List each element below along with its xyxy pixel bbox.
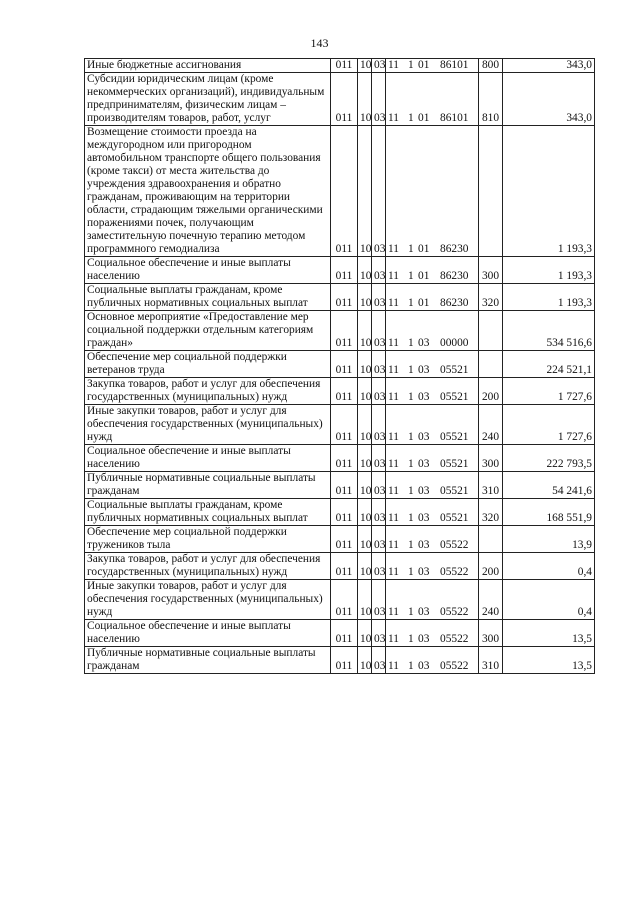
row-section: 10 [358,405,372,445]
row-amount: 13,9 [503,526,595,553]
row-name: Публичные нормативные социальные выплаты гражданам [85,647,331,674]
target-article-part: 1 [408,431,414,443]
row-section: 10 [358,580,372,620]
table-row [85,580,595,620]
table-row [85,526,595,553]
target-article-part: 05521 [440,512,469,524]
row-subsection: 03 [372,73,386,126]
table-row [85,126,595,257]
row-section: 10 [358,472,372,499]
row-section: 10 [358,351,372,378]
target-article-part: 1 [408,485,414,497]
row-expense-type [479,526,503,553]
target-article-part: 03 [418,512,430,524]
row-name: Субсидии юридическим лицам (кроме некоммерческих организаций), индивидуальным предпринимателям, физическим лицам – производителям товаров, работ, услуг [85,73,331,126]
target-article-part: 01 [418,112,430,124]
target-article-part: 05522 [440,633,469,645]
row-subsection: 03 [372,620,386,647]
row-name: Социальное обеспечение и иные выплаты населению [85,257,331,284]
target-article-part: 03 [418,391,430,403]
row-target-article [386,526,479,553]
row-target-article [386,445,479,472]
target-article-part: 86230 [440,243,469,255]
target-article-part: 86230 [440,297,469,309]
row-grbs: 011 [331,311,358,351]
target-article-part: 05522 [440,539,469,551]
row-target-article [386,59,479,73]
target-article-part: 11 [388,458,399,470]
row-target-article [386,351,479,378]
row-target-article [386,499,479,526]
row-target-article [386,553,479,580]
target-article-part: 1 [408,391,414,403]
table-row [85,257,595,284]
row-target-article [386,647,479,674]
row-expense-type: 300 [479,620,503,647]
row-subsection: 03 [372,580,386,620]
row-target-article [386,311,479,351]
row-target-article [386,620,479,647]
row-expense-type: 300 [479,445,503,472]
row-amount: 534 516,6 [503,311,595,351]
target-article-part: 1 [408,539,414,551]
target-article-part: 05521 [440,485,469,497]
table-row [85,553,595,580]
row-section: 10 [358,499,372,526]
row-grbs: 011 [331,73,358,126]
row-subsection: 03 [372,311,386,351]
row-amount: 343,0 [503,59,595,73]
row-expense-type: 200 [479,378,503,405]
row-name: Иные бюджетные ассигнования [85,59,331,73]
target-article-part: 01 [418,297,430,309]
row-expense-type: 240 [479,405,503,445]
row-section: 10 [358,257,372,284]
row-grbs: 011 [331,499,358,526]
target-article-part: 1 [408,243,414,255]
row-subsection: 03 [372,647,386,674]
table-body [85,59,595,674]
target-article-part: 11 [388,337,399,349]
row-expense-type: 320 [479,499,503,526]
target-article-part: 03 [418,485,430,497]
target-article-part: 86101 [440,59,469,71]
row-subsection: 03 [372,526,386,553]
row-subsection: 03 [372,126,386,257]
row-grbs: 011 [331,59,358,73]
table-row [85,499,595,526]
row-subsection: 03 [372,257,386,284]
page-number: 143 [310,36,329,50]
row-amount: 1 193,3 [503,257,595,284]
row-amount: 13,5 [503,647,595,674]
target-article-part: 1 [408,337,414,349]
target-article-part: 11 [388,566,399,578]
target-article-part: 86230 [440,270,469,282]
row-section: 10 [358,126,372,257]
row-section: 10 [358,311,372,351]
table-row [85,73,595,126]
row-expense-type: 300 [479,257,503,284]
row-amount: 1 193,3 [503,284,595,311]
target-article-part: 03 [418,431,430,443]
target-article-part: 1 [408,364,414,376]
target-article-part: 11 [388,112,399,124]
row-expense-type: 200 [479,553,503,580]
row-target-article [386,580,479,620]
row-grbs: 011 [331,284,358,311]
row-amount: 13,5 [503,620,595,647]
row-amount: 0,4 [503,580,595,620]
row-subsection: 03 [372,472,386,499]
table-row [85,59,595,73]
target-article-part: 11 [388,485,399,497]
row-amount: 1 727,6 [503,405,595,445]
row-subsection: 03 [372,351,386,378]
row-name: Обеспечение мер социальной поддержки ветеранов труда [85,351,331,378]
row-grbs: 011 [331,445,358,472]
row-expense-type: 320 [479,284,503,311]
row-amount: 0,4 [503,553,595,580]
target-article-part: 11 [388,633,399,645]
table-row [85,284,595,311]
row-name: Социальное обеспечение и иные выплаты населению [85,620,331,647]
target-article-part: 11 [388,539,399,551]
target-article-part: 1 [408,270,414,282]
row-grbs: 011 [331,126,358,257]
row-name: Закупка товаров, работ и услуг для обеспечения государственных (муниципальных) нужд [85,378,331,405]
row-section: 10 [358,620,372,647]
row-subsection: 03 [372,405,386,445]
target-article-part: 11 [388,431,399,443]
target-article-part: 1 [408,112,414,124]
row-expense-type: 810 [479,73,503,126]
row-section: 10 [358,73,372,126]
target-article-part: 01 [418,59,430,71]
row-expense-type: 310 [479,647,503,674]
row-expense-type [479,351,503,378]
row-subsection: 03 [372,499,386,526]
row-amount: 1 727,6 [503,378,595,405]
target-article-part: 11 [388,606,399,618]
row-name: Публичные нормативные социальные выплаты гражданам [85,472,331,499]
row-expense-type [479,311,503,351]
target-article-part: 01 [418,243,430,255]
target-article-part: 1 [408,458,414,470]
target-article-part: 03 [418,566,430,578]
target-article-part: 11 [388,243,399,255]
table-row [85,405,595,445]
target-article-part: 1 [408,633,414,645]
target-article-part: 1 [408,512,414,524]
target-article-part: 11 [388,270,399,282]
target-article-part: 05522 [440,606,469,618]
row-section: 10 [358,378,372,405]
budget-table [84,58,595,674]
row-section: 10 [358,59,372,73]
row-section: 10 [358,284,372,311]
row-subsection: 03 [372,378,386,405]
row-grbs: 011 [331,405,358,445]
table-row [85,472,595,499]
table-row [85,351,595,378]
row-name: Основное мероприятие «Предоставление мер социальной поддержки отдельным категориям граждан» [85,311,331,351]
target-article-part: 05521 [440,458,469,470]
target-article-part: 1 [408,660,414,672]
row-section: 10 [358,445,372,472]
row-name: Социальные выплаты гражданам, кроме публичных нормативных социальных выплат [85,499,331,526]
target-article-part: 11 [388,660,399,672]
target-article-part: 1 [408,297,414,309]
row-expense-type [479,126,503,257]
row-target-article [386,472,479,499]
row-section: 10 [358,647,372,674]
target-article-part: 03 [418,337,430,349]
row-name: Социальные выплаты гражданам, кроме публичных нормативных социальных выплат [85,284,331,311]
row-target-article [386,257,479,284]
target-article-part: 05521 [440,431,469,443]
row-expense-type: 800 [479,59,503,73]
row-section: 10 [358,526,372,553]
target-article-part: 11 [388,297,399,309]
row-amount: 168 551,9 [503,499,595,526]
row-target-article [386,284,479,311]
target-article-part: 05521 [440,364,469,376]
row-name: Закупка товаров, работ и услуг для обеспечения государственных (муниципальных) нужд [85,553,331,580]
row-target-article [386,73,479,126]
target-article-part: 00000 [440,337,469,349]
row-expense-type: 310 [479,472,503,499]
row-grbs: 011 [331,472,358,499]
row-name: Иные закупки товаров, работ и услуг для обеспечения государственных (муниципальных) нужд [85,405,331,445]
target-article-part: 01 [418,270,430,282]
target-article-part: 1 [408,606,414,618]
row-subsection: 03 [372,284,386,311]
target-article-part: 03 [418,660,430,672]
row-grbs: 011 [331,647,358,674]
target-article-part: 03 [418,458,430,470]
row-name: Обеспечение мер социальной поддержки тружеников тыла [85,526,331,553]
row-target-article [386,378,479,405]
row-target-article [386,405,479,445]
row-amount: 224 521,1 [503,351,595,378]
table-row [85,378,595,405]
target-article-part: 03 [418,633,430,645]
table-row [85,445,595,472]
target-article-part: 05522 [440,660,469,672]
target-article-part: 03 [418,364,430,376]
row-grbs: 011 [331,351,358,378]
target-article-part: 05522 [440,566,469,578]
row-amount: 1 193,3 [503,126,595,257]
table-row [85,311,595,351]
target-article-part: 86101 [440,112,469,124]
row-name: Социальное обеспечение и иные выплаты населению [85,445,331,472]
row-expense-type: 240 [479,580,503,620]
row-name: Возмещение стоимости проезда на междугородном или пригородном автомобильном транспорте общего пользования (кроме такси) от места жительства до учреждения здравоохранения и обратно гражданам, проживающим на территории области, страдающим тяжелыми органическими поражениями почек, получающим заместительную почечную терапию методом программного гемодиализа [85,126,331,257]
target-article-part: 11 [388,391,399,403]
target-article-part: 1 [408,566,414,578]
row-subsection: 03 [372,59,386,73]
row-subsection: 03 [372,553,386,580]
row-grbs: 011 [331,620,358,647]
target-article-part: 03 [418,539,430,551]
row-section: 10 [358,553,372,580]
target-article-part: 1 [408,59,414,71]
row-name: Иные закупки товаров, работ и услуг для обеспечения государственных (муниципальных) нужд [85,580,331,620]
row-grbs: 011 [331,257,358,284]
row-subsection: 03 [372,445,386,472]
row-amount: 222 793,5 [503,445,595,472]
table-row [85,620,595,647]
row-amount: 54 241,6 [503,472,595,499]
target-article-part: 05521 [440,391,469,403]
row-amount: 343,0 [503,73,595,126]
row-grbs: 011 [331,526,358,553]
row-grbs: 011 [331,580,358,620]
target-article-part: 11 [388,59,399,71]
table-row [85,647,595,674]
row-grbs: 011 [331,378,358,405]
target-article-part: 03 [418,606,430,618]
target-article-part: 11 [388,512,399,524]
row-target-article [386,126,479,257]
row-grbs: 011 [331,553,358,580]
target-article-part: 11 [388,364,399,376]
